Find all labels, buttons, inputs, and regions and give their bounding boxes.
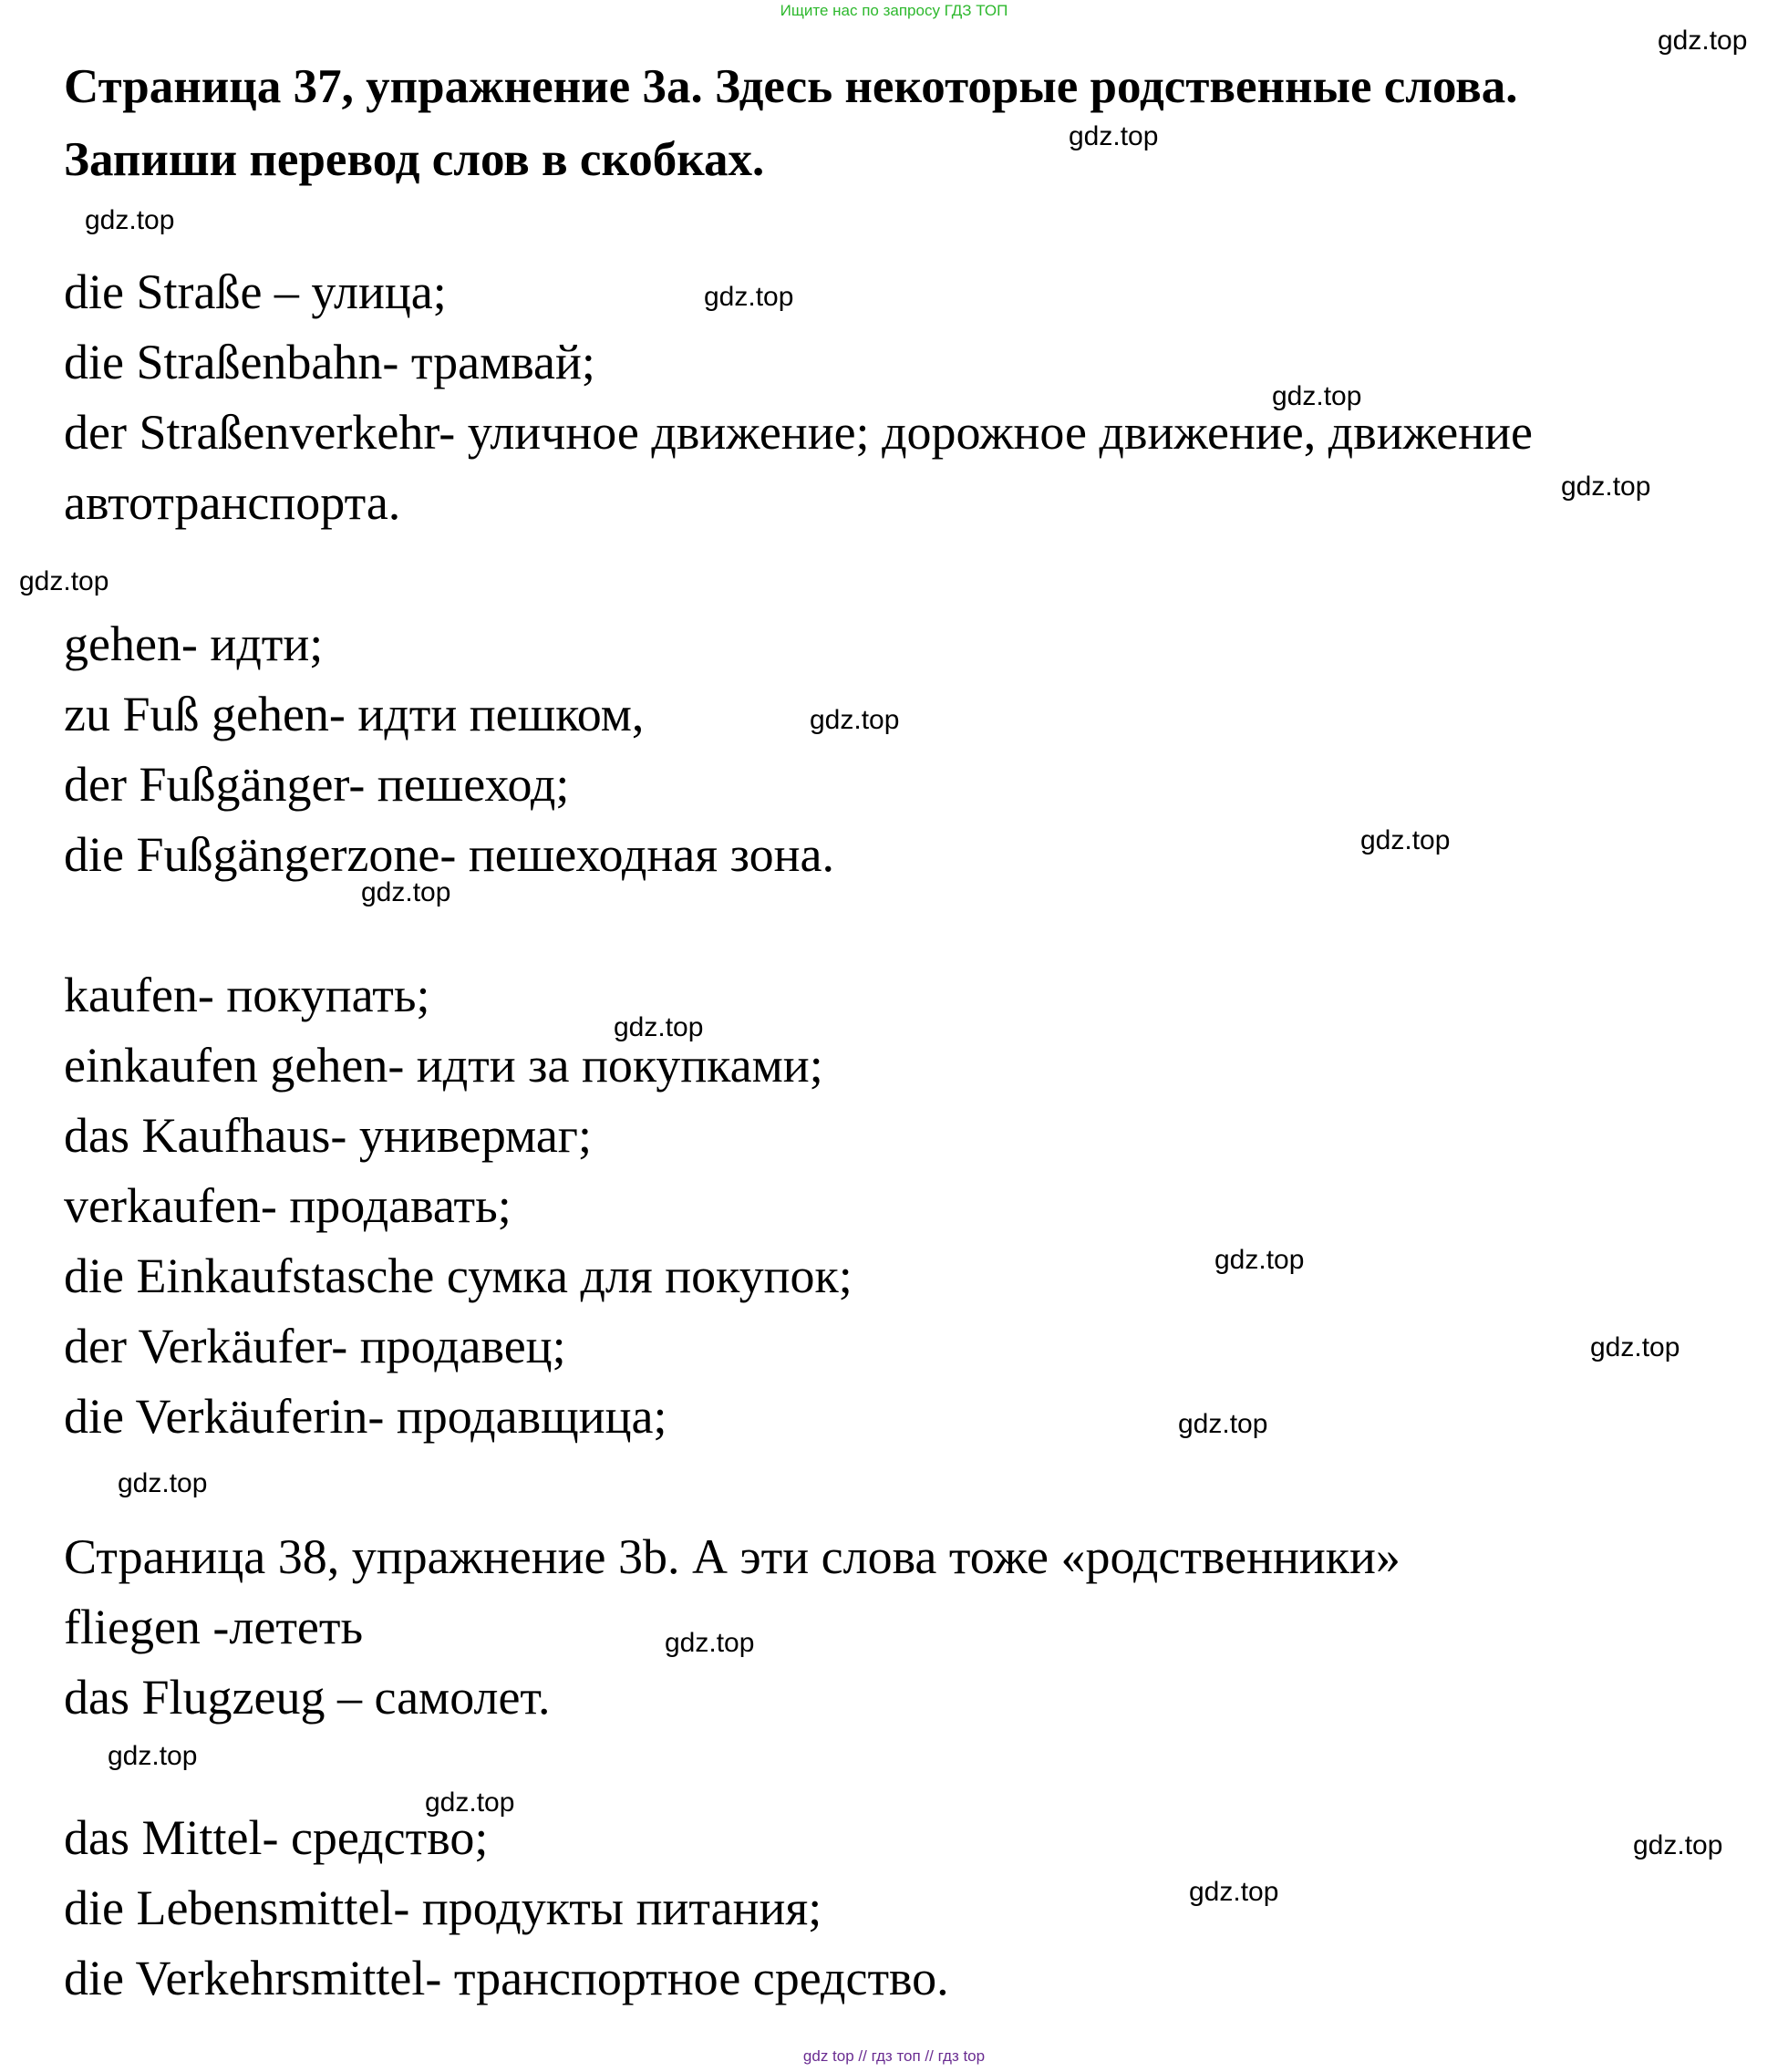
vocab-line: kaufen- покупать;	[64, 968, 430, 1022]
watermark: gdz.top	[361, 877, 451, 907]
vocab-line: einkaufen gehen- идти за покупками;	[64, 1038, 823, 1093]
vocab-line: автотранспорта.	[64, 475, 401, 530]
watermark: gdz.top	[1590, 1332, 1680, 1362]
vocab-line: der Verkäufer- продавец;	[64, 1319, 566, 1373]
vocab-line: das Flugzeug – самолет.	[64, 1670, 551, 1725]
watermark: gdz.top	[1360, 825, 1451, 855]
watermark: gdz.top	[1189, 1877, 1279, 1907]
vocab-line: der Straßenverkehr- уличное движение; дорожное движение, движение	[64, 405, 1533, 460]
vocab-line: das Kaufhaus- универмаг;	[64, 1108, 592, 1163]
watermark: gdz.top	[1658, 26, 1748, 56]
vocab-line: gehen- идти;	[64, 616, 324, 671]
top-banner: Ищите нас по запросу ГДЗ ТОП	[780, 2, 1008, 19]
watermark: gdz.top	[614, 1012, 704, 1042]
watermark: gdz.top	[1561, 471, 1651, 502]
vocab-line: fliegen -лететь	[64, 1600, 364, 1654]
watermark: gdz.top	[85, 205, 175, 235]
watermark: gdz.top	[665, 1628, 755, 1658]
vocab-line: die Straßenbahn- трамвай;	[64, 335, 595, 389]
section-2-title: Страница 38, упражнение 3b. А эти слова тоже «родственники»	[64, 1529, 1400, 1584]
watermark: gdz.top	[1633, 1830, 1723, 1860]
vocab-line: die Einkaufstasche сумка для покупок;	[64, 1248, 853, 1303]
watermark: gdz.top	[425, 1787, 515, 1818]
watermark: gdz.top	[1069, 121, 1159, 151]
vocab-line: die Fußgängerzone- пешеходная зона.	[64, 827, 834, 882]
vocab-line: die Verkäuferin- продавщица;	[64, 1389, 667, 1444]
vocab-line: der Fußgänger- пешеход;	[64, 757, 570, 812]
watermark: gdz.top	[19, 566, 109, 596]
vocab-line: das Mittel- средство;	[64, 1810, 489, 1865]
vocab-line: verkaufen- продавать;	[64, 1178, 512, 1233]
watermark: gdz.top	[1214, 1245, 1305, 1275]
watermark: gdz.top	[1272, 381, 1362, 411]
vocab-line: die Lebensmittel- продукты питания;	[64, 1880, 822, 1935]
watermark: gdz.top	[118, 1468, 208, 1498]
footer-links: gdz top // гдз топ // гдз top	[802, 2047, 986, 2065]
exercise-heading	[64, 50, 1723, 196]
heading-line-1: Страница 37, упражнение 3а. Здесь некоторые родственные слова.	[64, 60, 1518, 113]
vocab-line: die Verkehrsmittel- транспортное средство.	[64, 1951, 949, 2005]
heading-line-2: Запиши перевод слов в скобках.	[64, 133, 765, 186]
vocab-line: die Straße – улица;	[64, 264, 447, 319]
watermark: gdz.top	[810, 705, 900, 735]
vocab-line: zu Fuß gehen- идти пешком,	[64, 687, 645, 741]
watermark: gdz.top	[108, 1741, 198, 1771]
watermark: gdz.top	[1178, 1409, 1268, 1439]
watermark: gdz.top	[704, 282, 794, 312]
